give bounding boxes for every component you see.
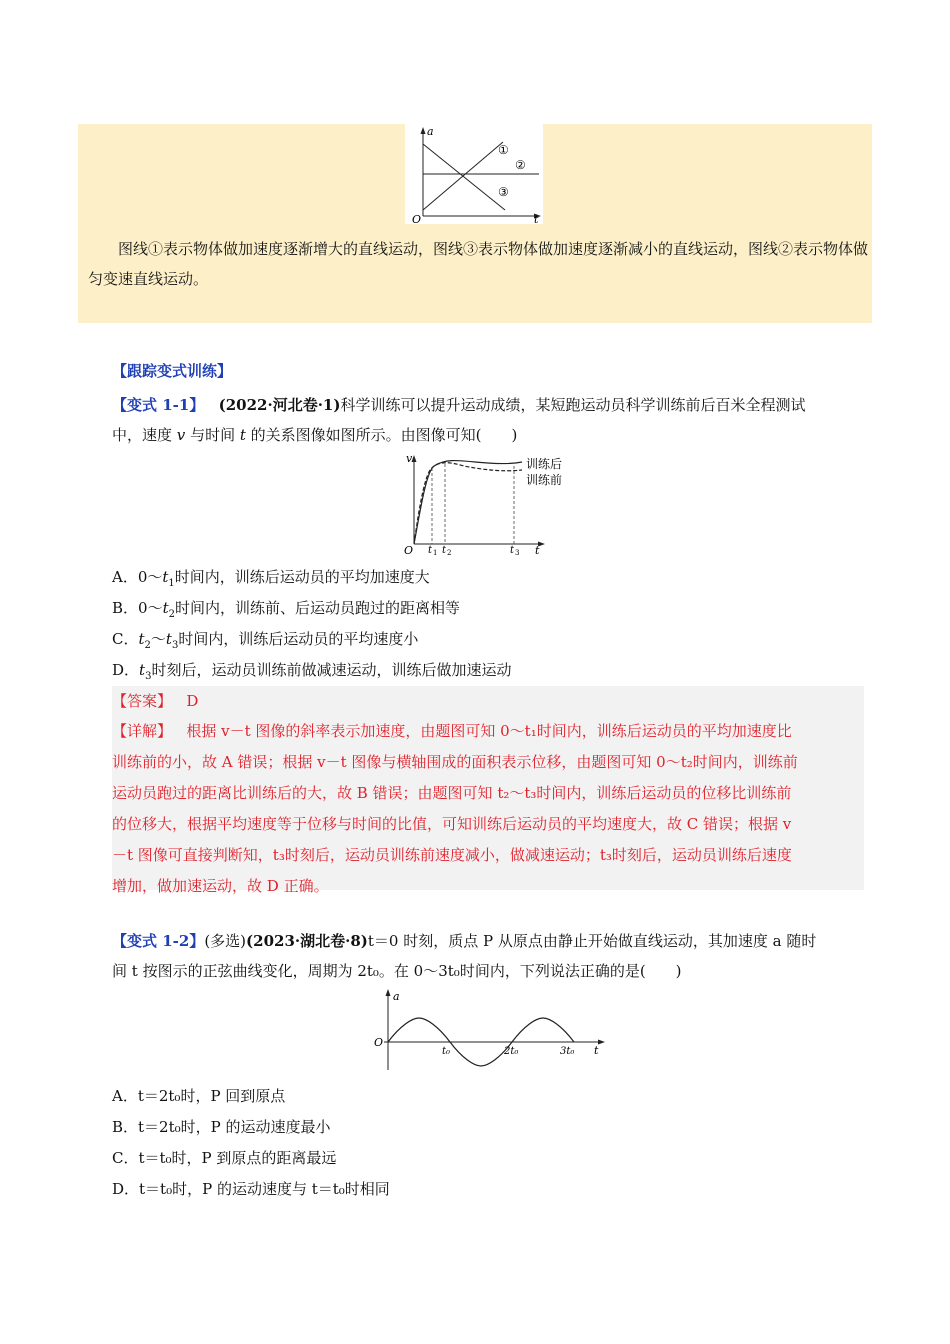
- q2-multi: (多选): [204, 932, 247, 950]
- q2-stem-line2: 间 t 按图示的正弦曲线变化，周期为 2t₀。在 0～3t₀时间内，下列说法正确的是( ): [112, 962, 682, 980]
- detail-tag: 【详解】: [112, 722, 173, 740]
- q1-option-c[interactable]: C．$t_2\sim t_3$时间内，训练后运动员的平均速度小: [112, 630, 419, 651]
- summary-text: 图线①表示物体做加速度逐渐增大的直线运动，图线③表示物体做加速度逐渐减小的直线运动，图线②表示物体做匀变速直线运动。: [88, 240, 869, 288]
- q1-source: (2022·河北卷·1): [218, 396, 341, 414]
- t3-label: t: [510, 545, 515, 556]
- q1-stem-line1: 科学训练可以提升运动成绩，某短跑运动员科学训练前后百米全程测试: [340, 396, 806, 414]
- curve-2-label: ②: [515, 158, 526, 172]
- q1-tag: 【变式 1-1】: [112, 396, 205, 414]
- q1-var-v: v: [176, 426, 186, 444]
- t3-sub: 3: [515, 549, 520, 557]
- answer-tag: 【答案】: [112, 692, 173, 710]
- detail-line-6: 增加，做加速运动，故 D 正确。: [112, 877, 329, 895]
- answer-line: [112, 690, 198, 711]
- after-training-label: 训练后: [526, 457, 563, 471]
- detail-text: [112, 716, 864, 902]
- q2-option-d[interactable]: D．t＝t₀时，P 的运动速度与 t＝t₀时相同: [112, 1180, 390, 1198]
- vt-x-axis-label: t: [535, 544, 540, 557]
- detail-line-1: 【详解】 根据 v－t 图像的斜率表示加速度，由题图可知 0～t₁时间内，训练后运动员的平均加速度比: [112, 722, 792, 740]
- q1-var-t: t: [239, 426, 246, 444]
- t1-label: t: [428, 545, 433, 556]
- sine-x-axis-label: t: [594, 1044, 599, 1057]
- sine-origin-label: O: [374, 1036, 384, 1049]
- y-axis-label: a: [427, 125, 434, 138]
- sine-figure: [370, 986, 610, 1074]
- detail-line-5: －t 图像可直接判断知，t₃时刻后，运动员训练前速度减小，做减速运动；t₃时刻后，运动员训练后速度: [112, 846, 792, 864]
- q2-stem-line1: t＝0 时刻，质点 P 从原点由静止开始做直线运动，其加速度 a 随时: [367, 932, 817, 950]
- detail-line-2: 训练前的小，故 A 错误；根据 v－t 图像与横轴围成的面积表示位移，由题图可知 0～t₂时间内，训练前: [112, 753, 798, 771]
- q2-tag: 【变式 1-2】: [112, 932, 205, 950]
- q2-option-b[interactable]: B．t＝2t₀时，P 的运动速度最小: [112, 1118, 331, 1136]
- sine-y-axis-label: a: [393, 990, 400, 1003]
- t2-label: t: [442, 545, 447, 556]
- q1-option-b[interactable]: B．$0\sim t_2$时间内，训练前、后运动员跑过的距离相等: [112, 599, 460, 620]
- detail-line-4: 的位移大，根据平均速度等于位移与时间的比值，可知训练后运动员的平均速度大，故 C 错误；根据 v: [112, 815, 792, 833]
- q2-option-a[interactable]: A．t＝2t₀时，P 回到原点: [112, 1087, 286, 1105]
- tick-2t0: 2t₀: [504, 1046, 519, 1057]
- origin-label: O: [412, 213, 422, 224]
- q1-stem-part1: 中，速度: [112, 426, 173, 444]
- vt-y-axis-label: v: [406, 452, 413, 465]
- q2-source: (2023·湖北卷·8): [246, 932, 368, 950]
- q2-stem: [112, 926, 864, 986]
- t1-sub: 1: [433, 549, 438, 557]
- q1-stem-part2: 与时间: [190, 426, 236, 444]
- tick-3t0: 3t₀: [560, 1046, 575, 1057]
- curve-1-label: ①: [498, 143, 509, 157]
- before-training-label: 训练前: [526, 473, 563, 487]
- q1-option-a[interactable]: A．$0\sim t_1$时间内，训练后运动员的平均加速度大: [112, 568, 430, 589]
- tick-t0: t₀: [442, 1046, 451, 1057]
- q1-stem: [112, 390, 864, 450]
- q2-option-c[interactable]: C．t＝t₀时，P 到原点的距离最远: [112, 1149, 337, 1167]
- v-t-figure: [400, 452, 580, 558]
- t2-sub: 2: [447, 549, 452, 557]
- a-t-figure: [405, 124, 543, 224]
- q1-option-d[interactable]: D．$t_3$时刻后，运动员训练前做减速运动，训练后做加速运动: [112, 661, 512, 682]
- section-title: 【跟踪变式训练】: [112, 362, 233, 380]
- detail-line-3: 运动员跑过的距离比训练后的大，故 B 错误；由题图可知 t₂～t₃时间内，训练后运动员的位移比训练前: [112, 784, 792, 802]
- answer-value: D: [186, 692, 199, 710]
- vt-origin-label: O: [404, 544, 414, 557]
- q1-stem-part3: 的关系图像如图所示。由图像可知( ): [250, 426, 518, 444]
- x-axis-label: t: [534, 213, 539, 224]
- curve-3-label: ③: [498, 185, 509, 199]
